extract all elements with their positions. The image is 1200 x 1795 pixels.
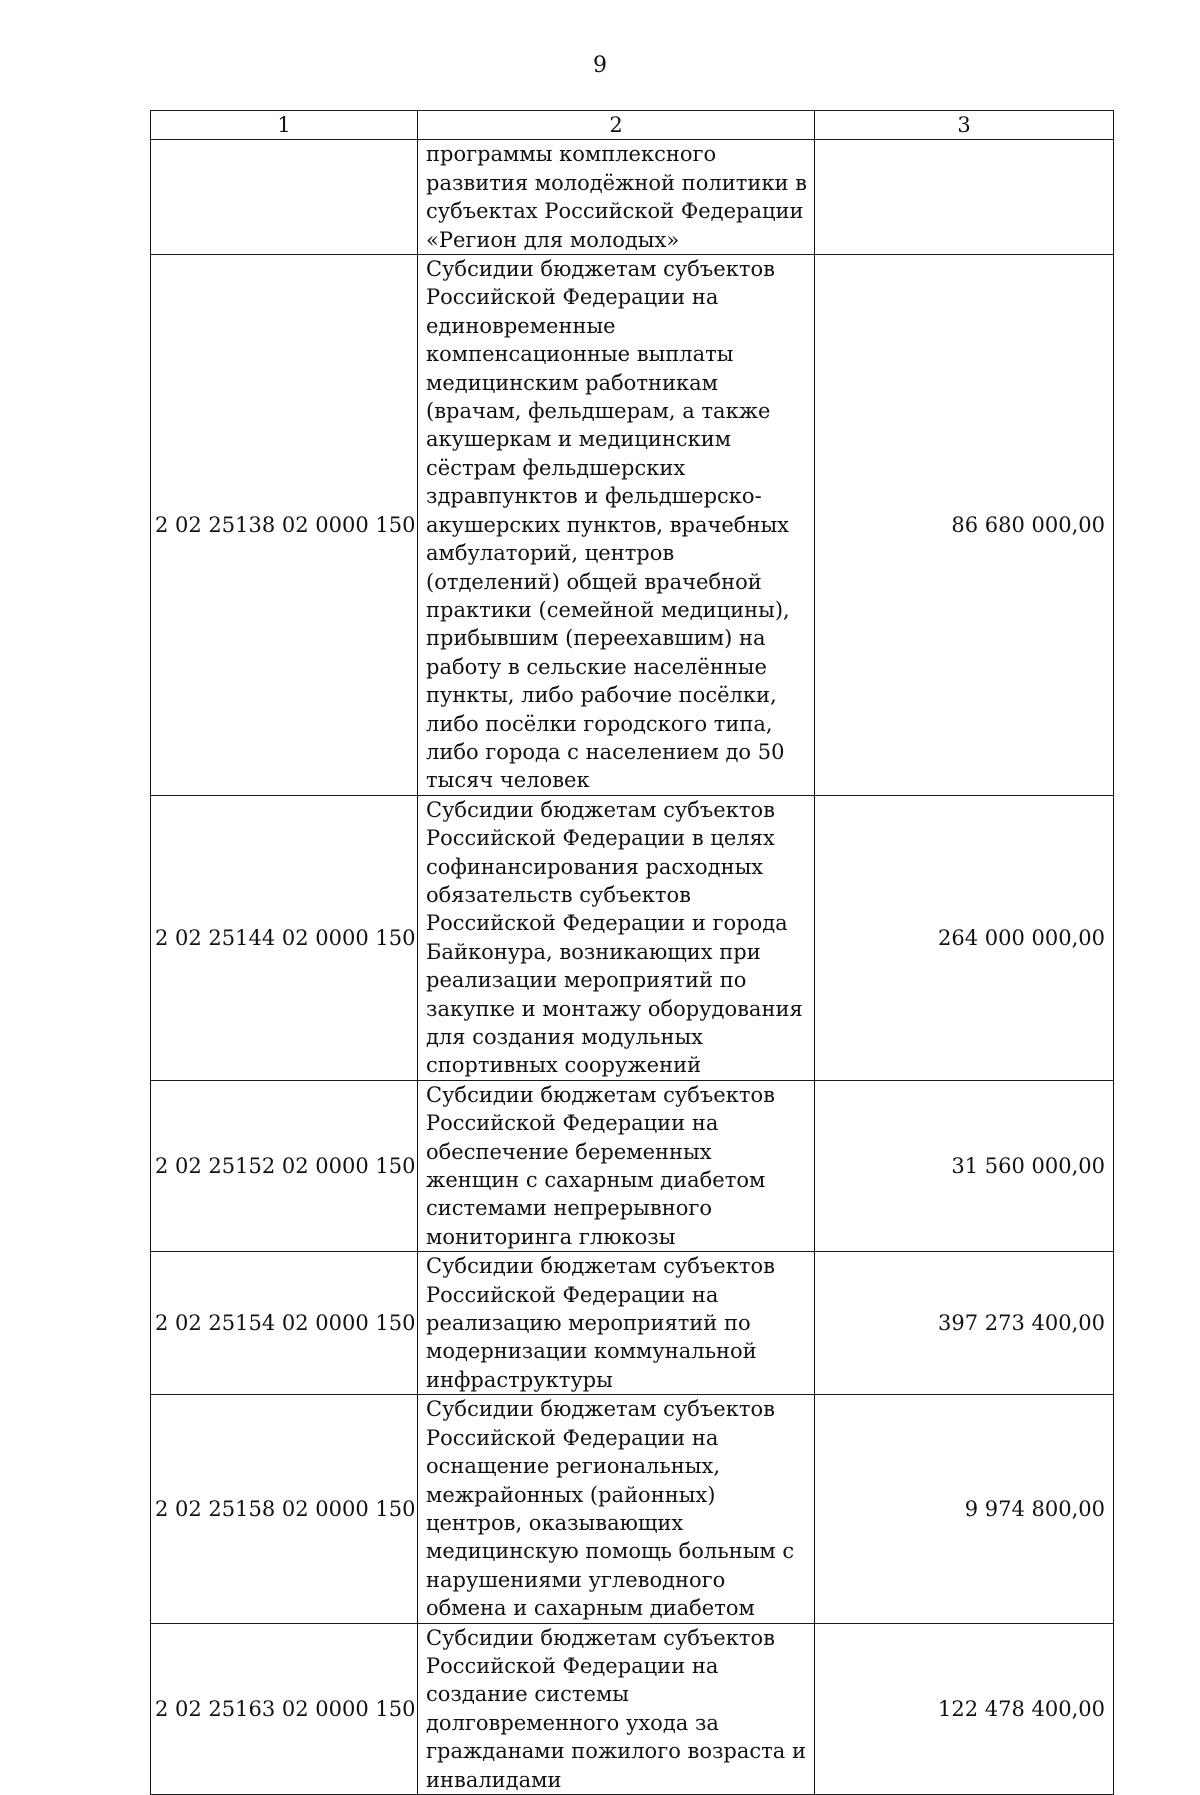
table-row	[151, 140, 1114, 255]
row-code: 2 02 25144 02 0000 150	[151, 795, 418, 1080]
table-header-row	[151, 111, 1114, 140]
row-amount: 122 478 400,00	[815, 1623, 1114, 1794]
row-amount: 86 680 000,00	[815, 255, 1114, 796]
row-description: Субсидии бюджетам субъектов Российской Федерации на реализацию мероприятий по модернизации коммунальной инфраструктуры	[418, 1252, 815, 1395]
column-header-3: 3	[815, 111, 1114, 140]
page-number: 9	[593, 53, 607, 78]
row-code	[151, 140, 418, 255]
row-amount	[815, 140, 1114, 255]
table-row	[151, 255, 1114, 796]
row-code: 2 02 25163 02 0000 150	[151, 1623, 418, 1794]
row-amount: 31 560 000,00	[815, 1080, 1114, 1251]
row-code: 2 02 25138 02 0000 150	[151, 255, 418, 796]
table-row	[151, 795, 1114, 1080]
table-row	[151, 1623, 1114, 1794]
row-amount: 264 000 000,00	[815, 795, 1114, 1080]
row-code: 2 02 25154 02 0000 150	[151, 1252, 418, 1395]
row-description: программы комплексного развития молодёжной политики в субъектах Российской Федерации «Регион для молодых»	[418, 140, 815, 255]
column-header-1: 1	[151, 111, 418, 140]
table-row	[151, 1080, 1114, 1251]
row-description: Субсидии бюджетам субъектов Российской Федерации на единовременные компенсационные выплаты медицинским работникам (врачам, фельдшерам, а также акушеркам и медицинским сёстрам фельдшерских здравпунктов и фельдшерско-акушерских пунктов, врачебных амбулаторий, центров (отделений) общей врачебной практики (семейной медицины), прибывшим (переехавшим) на работу в сельские населённые пункты, либо рабочие посёлки, либо посёлки городского типа, либо города с населением до 50 тысяч человек	[418, 255, 815, 796]
column-header-2: 2	[418, 111, 815, 140]
table-row	[151, 1395, 1114, 1623]
row-amount: 397 273 400,00	[815, 1252, 1114, 1395]
row-description: Субсидии бюджетам субъектов Российской Федерации на создание системы долговременного ухода за гражданами пожилого возраста и инвалидами	[418, 1623, 815, 1794]
row-code: 2 02 25152 02 0000 150	[151, 1080, 418, 1251]
table-row	[151, 1252, 1114, 1395]
row-code: 2 02 25158 02 0000 150	[151, 1395, 418, 1623]
row-description: Субсидии бюджетам субъектов Российской Федерации на обеспечение беременных женщин с сахарным диабетом системами непрерывного мониторинга глюкозы	[418, 1080, 815, 1251]
row-description: Субсидии бюджетам субъектов Российской Федерации на оснащение региональных, межрайонных (районных) центров, оказывающих медицинскую помощь больным с нарушениями углеводного обмена и сахарным диабетом	[418, 1395, 815, 1623]
row-description: Субсидии бюджетам субъектов Российской Федерации в целях софинансирования расходных обязательств субъектов Российской Федерации и города Байконура, возникающих при реализации мероприятий по закупке и монтажу оборудования для создания модульных спортивных сооружений	[418, 795, 815, 1080]
row-amount: 9 974 800,00	[815, 1395, 1114, 1623]
budget-table	[150, 110, 1114, 1795]
